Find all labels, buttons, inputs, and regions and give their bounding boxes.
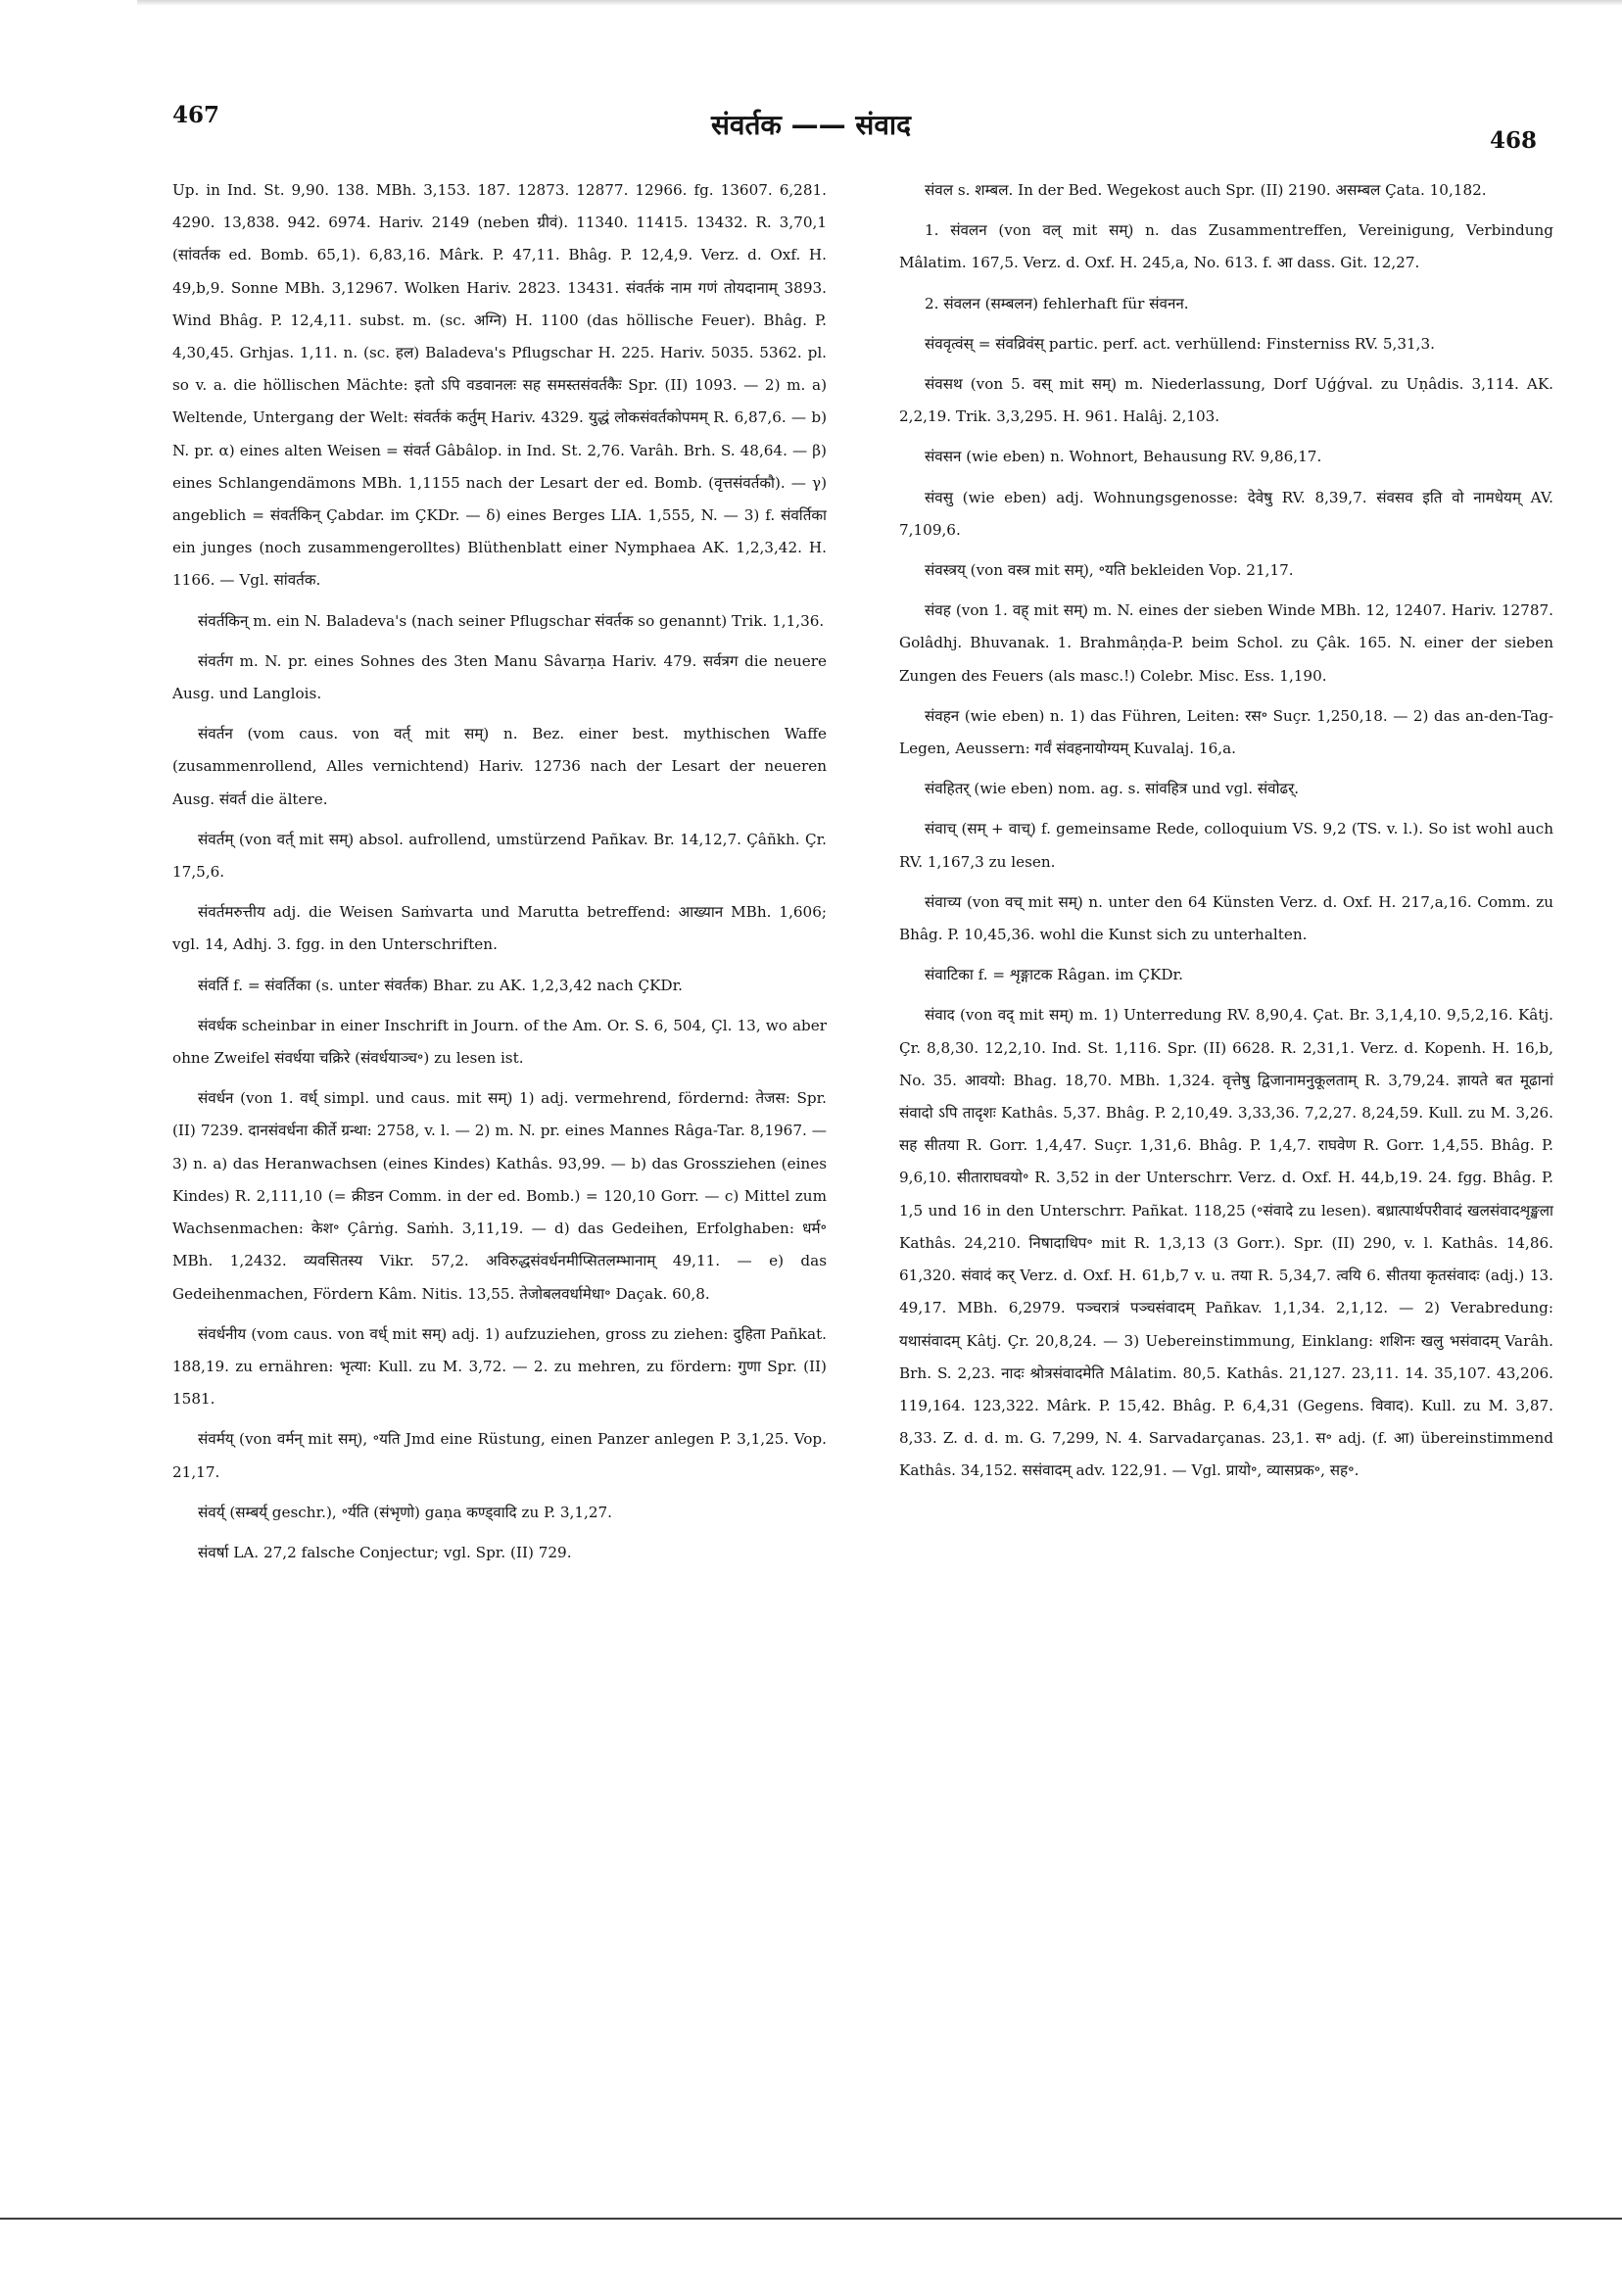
running-headwords: संवर्तक —— संवाद [710, 109, 912, 141]
dictionary-entry: संवस्त्रय् (von वस्त्र mit सम्), ॰यति bekleiden Vop. 21,17. [925, 561, 1294, 580]
dictionary-entry: संवर्तग m. N. pr. eines Sohnes des 3ten Manu Sâvarṇa Hariv. 479. सर्वत्रग die neuere Ausg. und Langlois. [172, 651, 827, 703]
dictionary-entry: संवाद (von वद् mit सम्) m. 1) Unterredung RV. 8,90,4. Çat. Br. 3,1,4,10. 9,5,2,16. Kâtj. Çr. 8,8,30. 12,2,10. Ind. St. 1,116. Spr. (II) 6628. R. 2,31,1. Verz. d. Kopenh. H. 16,b, No. 35. आवयो: Bhag. 18,70. MBh. 1,324. वृत्तेषु द्विजानामनुकूलताम् R. 3,79,24. ज्ञायते बत मूढानां संवादो ऽपि तादृशः Kathâs. 5,37. Bhâg. P. 2,10,49. 3,33,36. 7,2,27. 8,24,59. Kull. zu M. 3,26. सह सीतया R. Gorr. 1,4,47. Suçr. 1,31,6. Bhâg. P. 1,4,7. राघवेण R. Gorr. 1,4,55. Bhâg. P. 9,6,10. सीताराघवयो॰ R. 3,52 in der Unterschrr. Verz. d. Oxf. H. 44,b,19. 24. fgg. Bhâg. P. 1,5 und 16 in den Unterschrr. Pañkat. 118,25 (॰संवादे zu lesen). बध्रात्पार्थपरीवादं खलसंवादशृङ्खला Kathâs. 24,210. निषादाधिप॰ mit R. 1,3,13 (3 Gorr.). Spr. (II) 290, v. l. Kathâs. 14,86. 61,320. संवादं कर् Verz. d. Oxf. H. 61,b,7 v. u. तया R. 5,34,7. त्वयि 6. सीतया कृतसंवादः (adj.) 13. 49,17. MBh. 6,2979. पञ्चरात्रं पञ्चसंवादम् Pañkav. 1,1,34. 2,1,12. — 2) Verabredung: यथासंवादम् Kâtj. Çr. 20,8,24. — 3) Uebereinstimmung, Einklang: शशिनः खलु भसंवादम् Varâh. Brh. S. 2,23. नादः श्रोत्रसंवादमेति Mâlatim. 80,5. Kathâs. 21,127. 23,11. 14. 35,107. 43,206. 119,164. 123,322. Mârk. P. 15,42. Bhâg. P. 6,4,31 (Gegens. विवाद). Kull. zu M. 3,87. 8,33. Z. d. d. m. G. 7,299, N. 4. Sarvadarçanas. 23,1. स॰ adj. (f. आ) übereinstimmend Kathâs. 34,152. ससंवादम् adv. 122,91. — Vgl. प्रायो॰, व्यासप्रक॰, सह॰. [899, 1006, 1553, 1480]
dictionary-entry: संवल s. शम्बल. In der Bed. Wegekost auch Spr. (II) 2190. असम्बल Çata. 10,182. [925, 181, 1487, 199]
dictionary-entry: संवहन (wie eben) n. 1) das Führen, Leiten: रस॰ Suçr. 1,250,18. — 2) das an-den-Tag-Legen, Aeussern: गर्वं संवहनायोग्यम् Kuvalaj. 16,a. [899, 706, 1553, 758]
dictionary-entry: संवर्धनीय (vom caus. von वर्ध् mit सम्) adj. 1) aufzuziehen, gross zu ziehen: दुहिता Pañkat. 188,19. zu ernähren: भृत्या: Kull. zu M. 3,72. — 2. zu mehren, zu fördern: गुणा Spr. (II) 1581. [172, 1324, 827, 1409]
dictionary-entry: Up. in Ind. St. 9,90. 138. MBh. 3,153. 187. 12873. 12877. 12966. fg. 13607. 6,281. 4290. 13,838. 942. 6974. Hariv. 2149 (neben ग्रीवं). 11340. 11415. 13432. R. 3,70,1 (सांवर्तक ed. Bomb. 65,1). 6,83,16. Mârk. P. 47,11. Bhâg. P. 12,4,9. Verz. d. Oxf. H. 49,b,9. Sonne MBh. 3,12967. Wolken Hariv. 2823. 13431. संवर्तकं नाम गणं तोयदानाम् 3893. Wind Bhâg. P. 12,4,11. subst. m. (sc. अग्नि) H. 1100 (das höllische Feuer). Bhâg. P. 4,30,45. Grhjas. 1,11. n. (sc. हल) Baladeva's Pflugschar H. 225. Hariv. 5035. 5362. pl. so v. a. die höllischen Mächte: इतो ऽपि वडवानलः सह समस्तसंवर्तकैः Spr. (II) 1093. — 2) m. a) Weltende, Untergang der Welt: संवर्तकं कर्तुम् Hariv. 4329. युद्धं लोकसंवर्तकोपमम् R. 6,87,6. — b) N. pr. α) eines alten Weisen = संवर्त Gâbâlop. in Ind. St. 2,76. Varâh. Brh. S. 48,64. — β) eines Schlangendämons MBh. 1,1155 nach der Lesart der ed. Bomb. (वृत्तसंवर्तकौ). — γ) angeblich = संवर्तकिन् Çabdar. im ÇKDr. — δ) eines Berges LIA. 1,555, N. — 3) f. संवर्तिका ein junges (noch zusammengerolltes) Blüthenblatt einer Nymphaea AK. 1,2,3,42. H. 1166. — Vgl. सांवर्तक. [172, 181, 827, 590]
dictionary-entry: संवर्तन (vom caus. von वर्त् mit सम्) n. Bez. einer best. mythischen Waffe (zusammenrollend, Alles vernichtend) Hariv. 12736 nach der Lesart der neueren Ausg. संवर्त die ältere. [172, 725, 827, 808]
dictionary-entry: संववृत्वंस् = संवव्रिवंस् partic. perf. act. verhüllend: Finsterniss RV. 5,31,3. [925, 334, 1435, 353]
bottom-rule [0, 2218, 1622, 2220]
dictionary-entry: संवसु (wie eben) adj. Wohnungsgenosse: देवेषु RV. 8,39,7. संवसव इति वो नामधेयम् AV. 7,109,6. [899, 488, 1553, 539]
dictionary-entry: संवर्धन (von 1. वर्ध् simpl. und caus. mit सम्) 1) adj. vermehrend, fördernd: तेजस: Spr. (II) 7239. दानसंवर्धना कीर्ते ग्रन्था: 2758, v. l. — 2) m. N. pr. eines Mannes Râga-Tar. 8,1967. — 3) n. a) das Heranwachsen (eines Kindes) Kathâs. 93,99. — b) das Grossziehen (eines Kindes) R. 2,111,10 (= क्रीडन Comm. in der ed. Bomb.) = 120,10 Gorr. — c) Mittel zum Wachsenmachen: केश॰ Çârṅg. Saṁh. 3,11,19. — d) das Gedeihen, Erfolghaben: धर्म॰ MBh. 1,2432. व्यवसितस्य Vikr. 57,2. अविरुद्धसंवर्धनमीप्सितलम्भानाम् 49,11. — e) das Gedeihenmachen, Fördern Kâm. Nitis. 13,55. तेजोबलवर्धामेधा॰ Daçak. 60,8. [172, 1089, 827, 1303]
left-column [172, 174, 827, 1577]
right-column [899, 174, 1553, 1496]
scan-edge [137, 0, 1622, 6]
dictionary-entry: संवसन (wie eben) n. Wohnort, Behausung RV. 9,86,17. [925, 448, 1322, 466]
dictionary-entry: 2. संवलन (सम्बलन) fehlerhaft für संवनन. [925, 294, 1189, 312]
page-number-right: 468 [1490, 127, 1538, 154]
dictionary-entry: संवर्धक scheinbar in einer Inschrift in Journ. of the Am. Or. S. 6, 504, Çl. 13, wo aber ohne Zweifel संवर्धया चक्रिरे (संवर्धयाञ्च॰) zu lesen ist. [172, 1016, 827, 1068]
dictionary-entry: संवर्तम् (von वर्त् mit सम्) absol. aufrollend, umstürzend Pañkav. Br. 14,12,7. Çâñkh. Çr. 17,5,6. [172, 830, 827, 882]
dictionary-entry: संवसथ (von 5. वस् mit सम्) m. Niederlassung, Dorf Uǵǵval. zu Uṇâdis. 3,114. AK. 2,2,19. Trik. 3,3,295. H. 961. Halâj. 2,103. [899, 375, 1553, 426]
dictionary-entry: संवाच्य (von वच् mit सम्) n. unter den 64 Künsten Verz. d. Oxf. H. 217,a,16. Comm. zu Bhâg. P. 10,45,36. wohl die Kunst sich zu unterhalten. [899, 892, 1553, 944]
page-number-left: 467 [172, 102, 220, 128]
dictionary-entry: संवाच् (सम् + वाच्) f. gemeinsame Rede, colloquium VS. 9,2 (TS. v. l.). So ist wohl auch RV. 1,167,3 zu lesen. [899, 820, 1553, 871]
dictionary-entry: संवर्ति f. = संवर्तिका (s. unter संवर्तक) Bhar. zu AK. 1,2,3,42 nach ÇKDr. [198, 976, 684, 994]
dictionary-entry: संवहितर् (wie eben) nom. ag. s. सांवहित्र und vgl. संवोढर्. [925, 780, 1300, 798]
dictionary-entry: संवर्मय् (von वर्मन् mit सम्), ॰यति Jmd eine Rüstung, einen Panzer anlegen P. 3,1,25. Vop. 21,17. [172, 1430, 827, 1481]
dictionary-entry: संवर्तकिन् m. ein N. Baladeva's (nach seiner Pflugschar संवर्तक so genannt) Trik. 1,1,36. [198, 611, 825, 630]
dictionary-entry: संवर्षा LA. 27,2 falsche Conjectur; vgl. Spr. (II) 729. [198, 1543, 572, 1561]
dictionary-entry: संवर्य् (सम्बर्य् geschr.), ॰र्यति (संभृणो) gaṇa कण्ड्वादि zu P. 3,1,27. [198, 1503, 612, 1521]
dictionary-entry: 1. संवलन (von वल् mit सम्) n. das Zusammentreffen, Vereinigung, Verbindung Mâlatim. 167,5. Verz. d. Oxf. H. 245,a, No. 613. f. आ dass. Git. 12,27. [899, 221, 1553, 272]
dictionary-entry: संवर्तमरुत्तीय adj. die Weisen Saṁvarta und Marutta betreffend: आख्यान MBh. 1,606; vgl. 14, Adhj. 3. fgg. in den Unterschriften. [172, 903, 827, 954]
dictionary-entry: संवह (von 1. वह् mit सम्) m. N. eines der sieben Winde MBh. 12, 12407. Hariv. 12787. Golâdhj. Bhuvanak. 1. Brahmâṇḍa-P. beim Schol. zu Çâk. 165. N. einer der sieben Zungen des Feuers (als masc.!) Colebr. Misc. Ess. 1,190. [899, 601, 1553, 685]
dictionary-entry: संवाटिका f. = शृङ्गाटक Râgan. im ÇKDr. [925, 966, 1183, 984]
